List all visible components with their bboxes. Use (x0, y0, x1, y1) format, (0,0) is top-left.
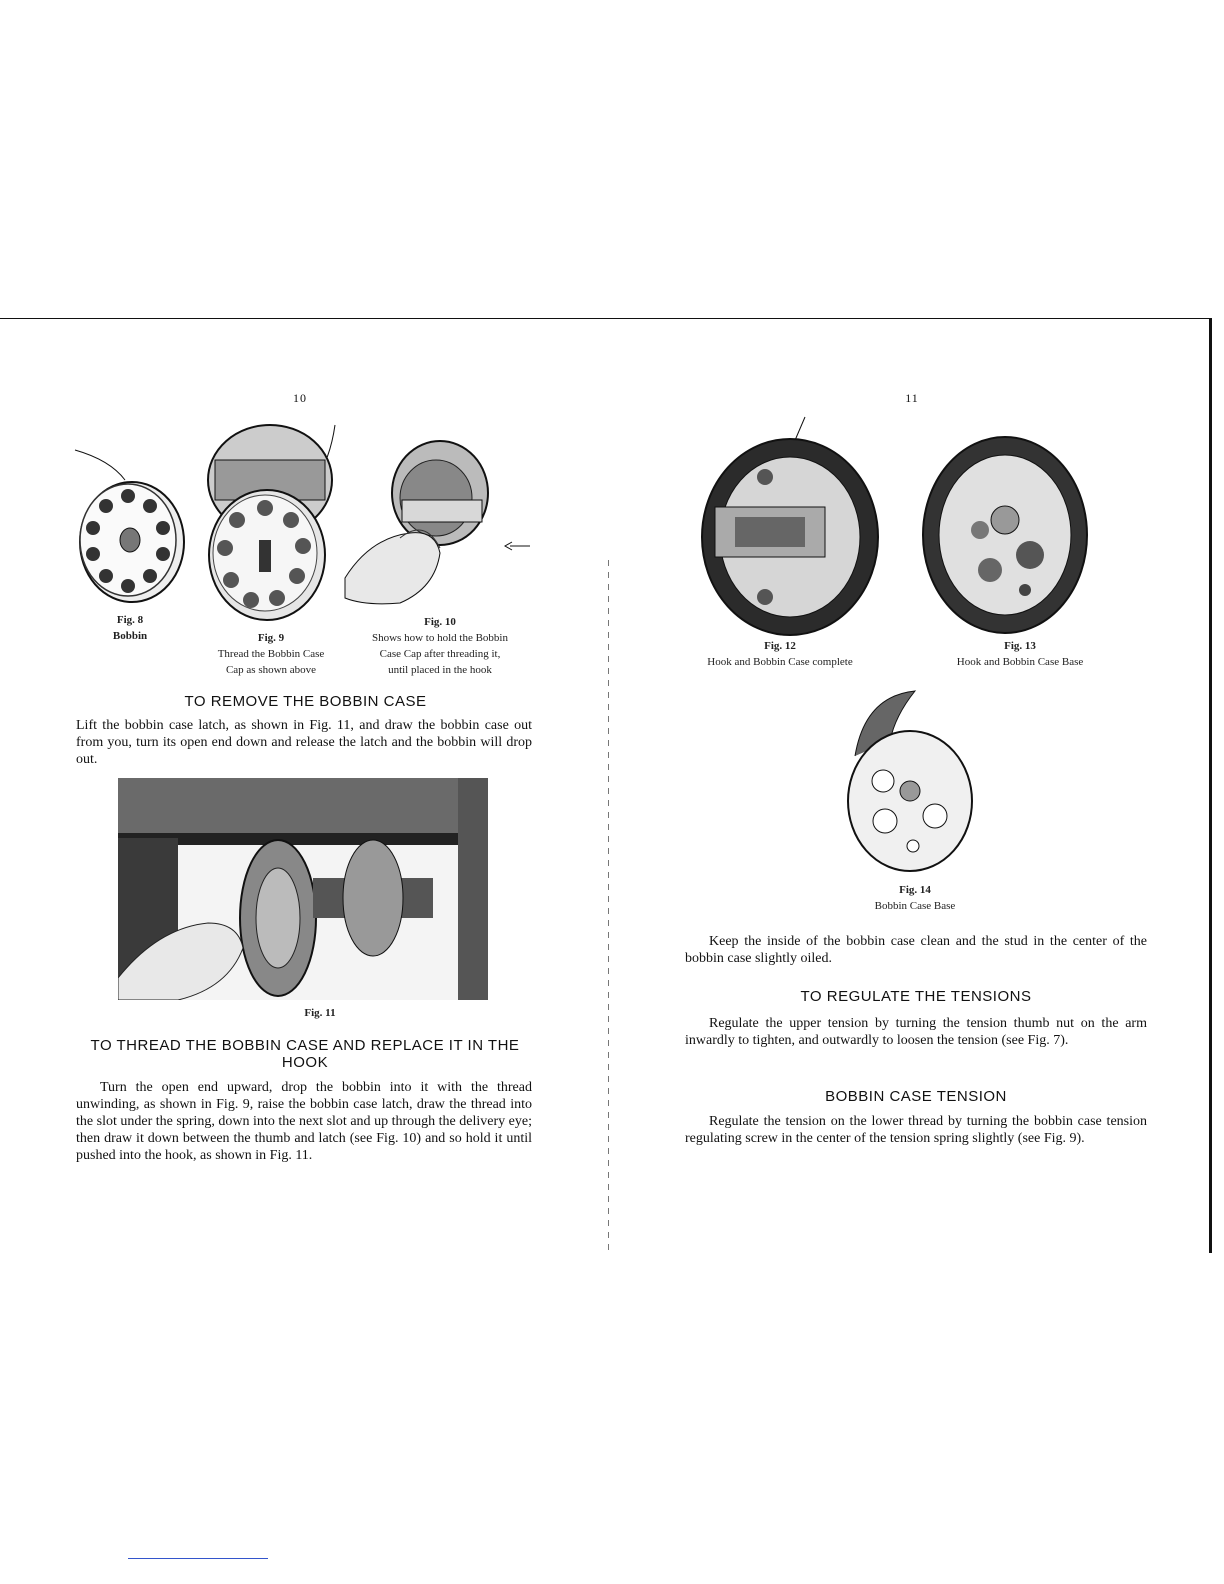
fig-14-text: Bobbin Case Base (874, 900, 956, 912)
fig-14-caption (830, 882, 1000, 914)
bobbin-illustration (70, 440, 190, 605)
fig-9-text-line1: Thread the Bobbin Case (217, 648, 325, 660)
hook-bobbin-case-base-illustration (920, 420, 1090, 640)
page-number-left: 10 (293, 391, 307, 405)
keep-clean-text: Keep the inside of the bobbin case clean and the stud in the center of the bobbin case slightly oiled. (685, 934, 1147, 966)
remove-bobbin-case-heading: TO REMOVE THE BOBBIN CASE (184, 693, 427, 710)
bobbin-case-tension-heading: BOBBIN CASE TENSION (825, 1088, 1007, 1105)
fig-13-caption (930, 638, 1110, 670)
fig-14-label: Fig. 14 (899, 884, 931, 896)
fig-10-text-line1: Shows how to hold the Bobbin (372, 632, 508, 644)
gutter-divider (608, 560, 609, 1250)
fig-13-label: Fig. 13 (1004, 640, 1036, 652)
fig-12-label: Fig. 12 (764, 640, 796, 652)
page-number-right: 11 (905, 391, 919, 405)
fig-10-text-line3: until placed in the hook (388, 664, 492, 676)
fig-12-text: Hook and Bobbin Case complete (707, 656, 853, 668)
fig-11-caption (290, 1005, 350, 1021)
regulate-tensions-text: Regulate the upper tension by turning the tension thumb nut on the arm inwardly to tighten, and outwardly to loosen the tension (see Fig. 7). (685, 1016, 1147, 1048)
hook-photo-illustration (118, 778, 488, 1000)
hook-bobbin-case-complete-illustration (695, 412, 885, 640)
fig-10-label: Fig. 10 (424, 616, 456, 628)
hand-holding-cap-illustration (340, 438, 540, 608)
bobbin-case-cap-illustration (195, 420, 345, 625)
bobbin-case-base-illustration (835, 686, 975, 876)
fig-8-label: Fig. 8 (116, 614, 144, 626)
thread-bobbin-case-text: Turn the open end upward, drop the bobbin into it with the thread unwinding, as shown in Fig. 9, raise the bobbin case latch, draw the thread into the slot under the spring, down into the next slot and up through the delivery eye; then draw it down between the thumb and latch (see Fig. 10) and so hold it until pushed into the hook, as shown in Fig. 11. (76, 1080, 532, 1163)
thread-bobbin-case-heading: TO THREAD THE BOBBIN CASE AND REPLACE IT IN THE HOOK (90, 1037, 520, 1071)
bobbin-case-tension-text: Regulate the tension on the lower thread by turning the bobbin case tension regulating screw in the center of the tension spring slightly (see Fig. 9). (685, 1114, 1147, 1146)
fig-10-text-line2: Case Cap after threading it, (379, 648, 501, 660)
fig-8-caption (100, 612, 160, 644)
fig-8-text: Bobbin (112, 630, 148, 642)
fig-9-caption (192, 630, 350, 678)
remove-bobbin-case-text: Lift the bobbin case latch, as shown in Fig. 11, and draw the bobbin case out from you, turn its open end down and release the latch and the bobbin will drop out. (76, 718, 532, 767)
fig-12-caption (680, 638, 880, 670)
fig-10-caption (340, 614, 540, 678)
fig-13-text: Hook and Bobbin Case Base (956, 656, 1084, 668)
footer-link-underline (128, 1558, 268, 1559)
regulate-tensions-heading: TO REGULATE THE TENSIONS (800, 988, 1032, 1005)
fig-11-label: Fig. 11 (304, 1007, 336, 1019)
fig-9-label: Fig. 9 (257, 632, 285, 644)
fig-9-text-line2: Cap as shown above (225, 664, 317, 676)
